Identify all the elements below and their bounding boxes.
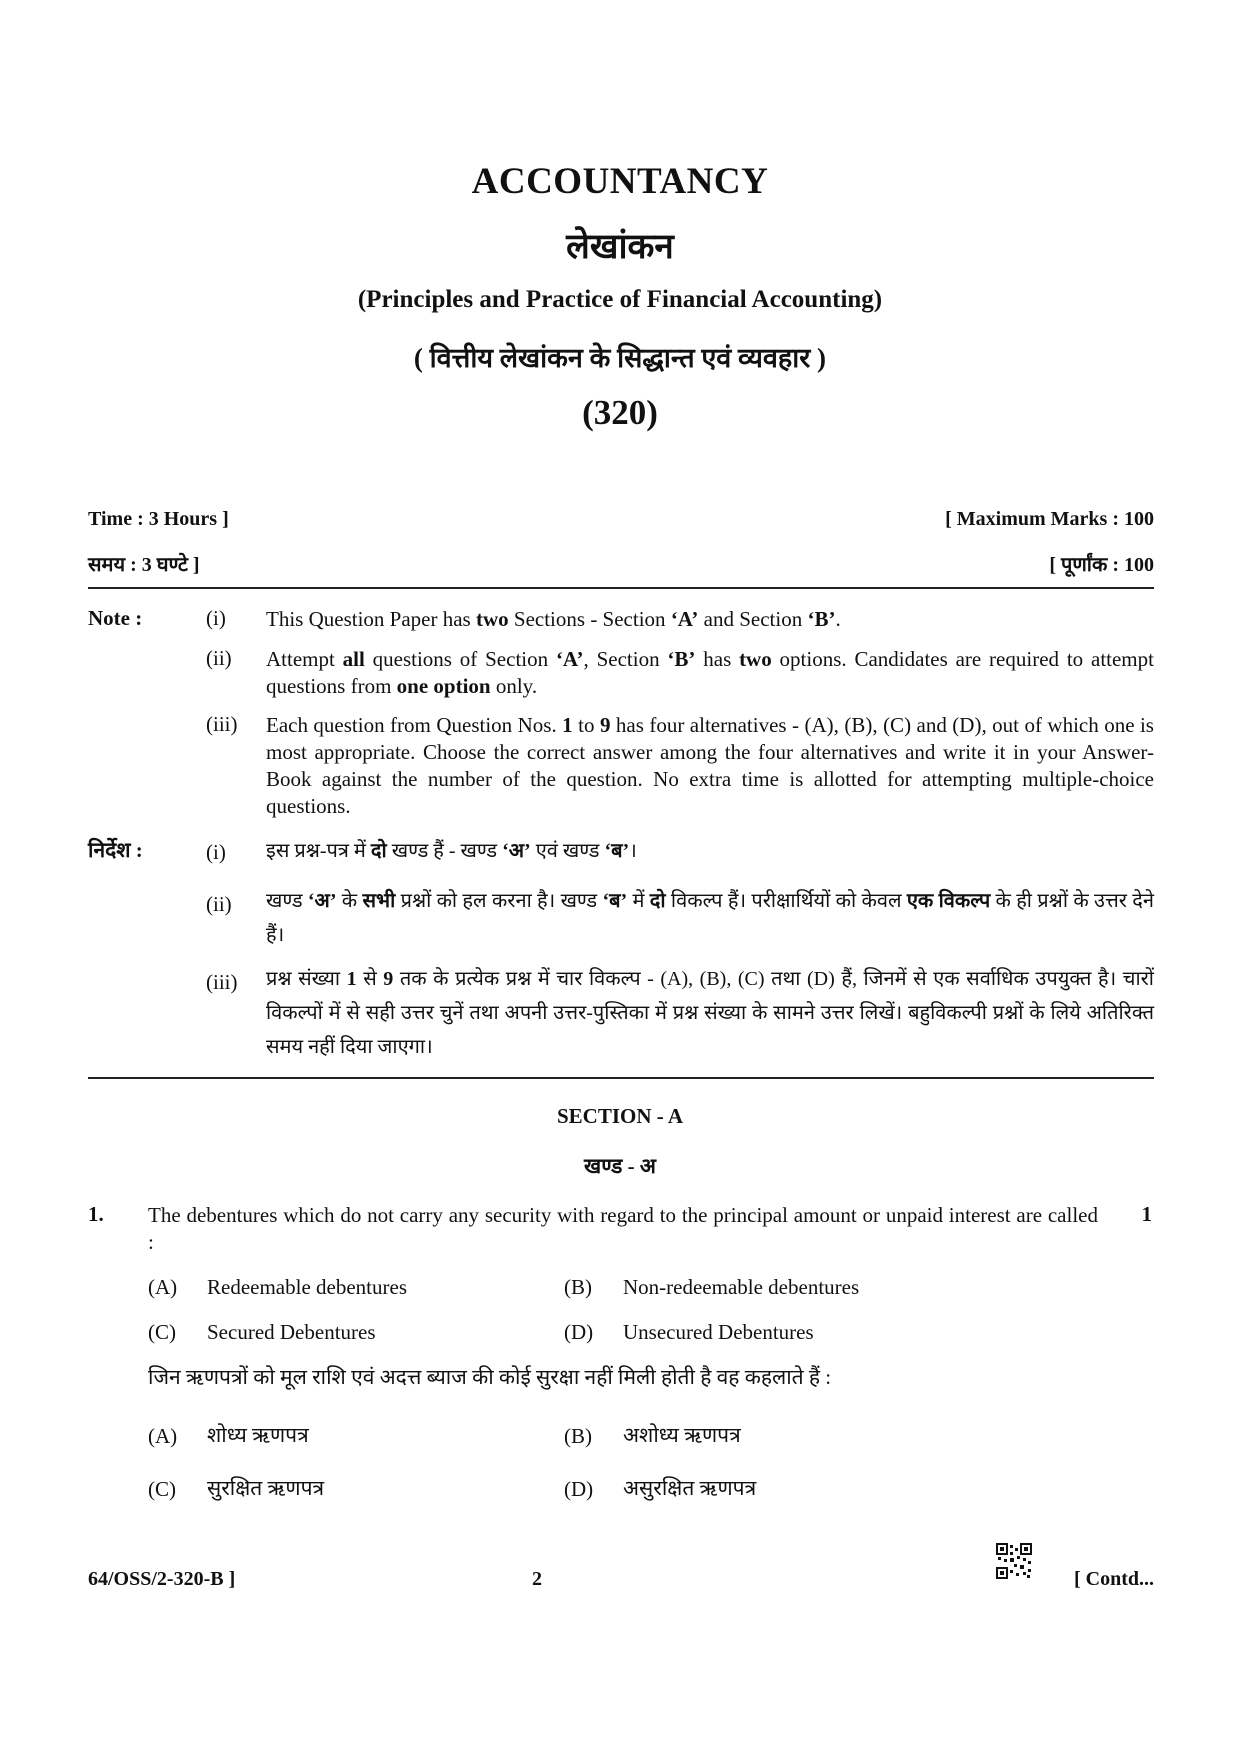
section-title-hindi: खण्ड - अ: [584, 1154, 656, 1178]
question-text: The debentures which do not carry any security with regard to the principal amount or unpaid interest are called :: [148, 1203, 1098, 1254]
note-num: (i): [206, 606, 226, 630]
question-marks: 1: [1141, 1202, 1152, 1226]
paper-subtitle: (Principles and Practice of Financial Accounting): [357, 286, 883, 313]
note-text-hindi: प्रश्न संख्या 1 से 9 तक के प्रत्येक प्रश्न में चार विकल्प - (A), (B), (C) तथा (D) हैं, जिनमें से एक सर्वाधिक उपयुक्त है। चारों विकल्पों में से सही उत्तर चुनें तथा अपनी उत्तर-पुस्तिका में प्रश्न संख्या के सामने उत्तर लिखें। बहुविकल्पी प्रश्नों के लिये अतिरिक्त समय नहीं दिया जाएगा।: [266, 968, 1154, 1058]
option-label: (D): [564, 1320, 594, 1344]
question-text-hindi: जिन ऋणपत्रों को मूल राशि एवं अदत्त ब्याज की कोई सुरक्षा नहीं मिली होती है वह कहलाते हैं :: [148, 1365, 832, 1389]
time-label-hindi: समय : 3 घण्टे ]: [88, 554, 200, 576]
note-text-hindi: खण्ड ‘अ’ के सभी प्रश्नों को हल करना है। खण्ड ‘ब’ में दो विकल्प हैं। परीक्षार्थियों को केवल एक विकल्प के ही प्रश्नों के उत्तर देने हैं।: [266, 890, 1154, 946]
note-text: Each question from Question Nos. 1 to 9 has four alternatives - (A), (B), (C) and (D), out of which one is most appropriate. Choose the correct answer among the four alternatives and write it in your Answer-Book against the number of the question. No extra time is allotted for attempting multiple-choice questions.: [266, 713, 1154, 818]
section-divider: [88, 1077, 1154, 1079]
continued-label: [ Contd...: [1073, 1568, 1154, 1590]
option-text-hindi: अशोध्य ऋणपत्र: [623, 1423, 741, 1447]
note-label-hindi: निर्देश :: [88, 838, 143, 862]
note-text: This Question Paper has two Sections - Section ‘A’ and Section ‘B’.: [266, 607, 841, 631]
option-label: (B): [564, 1424, 592, 1448]
option-text-hindi: सुरक्षित ऋणपत्र: [207, 1476, 325, 1500]
page-number: 2: [532, 1568, 542, 1590]
option-text-hindi: असुरक्षित ऋणपत्र: [623, 1476, 757, 1500]
paper-footer-code: 64/OSS/2-320-B ]: [88, 1568, 236, 1590]
option-text-hindi: शोध्य ऋणपत्र: [207, 1423, 309, 1447]
paper-code: (320): [582, 393, 658, 432]
note-num: (iii): [206, 712, 238, 736]
max-marks-label: [ Maximum Marks : 100: [945, 508, 1154, 530]
qr-code-icon: [996, 1543, 1032, 1579]
option-label: (D): [564, 1477, 594, 1501]
note-num: (iii): [206, 970, 238, 994]
option-label: (C): [148, 1477, 176, 1501]
note-text-hindi: इस प्रश्न-पत्र में दो खण्ड हैं - खण्ड ‘अ’ एवं खण्ड ‘ब’।: [266, 840, 637, 862]
option-text: Redeemable debentures: [207, 1275, 407, 1299]
section-title: SECTION - A: [556, 1104, 684, 1128]
note-num: (ii): [206, 892, 232, 916]
top-divider: [88, 587, 1154, 589]
paper-title: ACCOUNTANCY: [471, 161, 769, 202]
option-text: Unsecured Debentures: [623, 1320, 814, 1344]
option-text: Non-redeemable debentures: [623, 1275, 860, 1299]
option-label: (A): [148, 1275, 178, 1299]
paper-subtitle-hindi: ( वित्तीय लेखांकन के सिद्धान्त एवं व्यवहार ): [413, 343, 827, 373]
option-label: (B): [564, 1275, 592, 1299]
option-label: (A): [148, 1424, 178, 1448]
note-num: (i): [206, 840, 226, 864]
question-number: 1.: [88, 1202, 104, 1226]
option-label: (C): [148, 1320, 176, 1344]
paper-title-hindi: लेखांकन: [566, 227, 674, 266]
note-num: (ii): [206, 646, 232, 670]
max-marks-label-hindi: [ पूर्णांक : 100: [1049, 554, 1154, 576]
note-text: Attempt all questions of Section ‘A’, Section ‘B’ has two options. Candidates are required to attempt questions from one option only.: [266, 647, 1154, 698]
option-text: Secured Debentures: [207, 1320, 376, 1344]
time-label: Time : 3 Hours ]: [88, 508, 229, 530]
note-label: Note :: [88, 606, 143, 630]
